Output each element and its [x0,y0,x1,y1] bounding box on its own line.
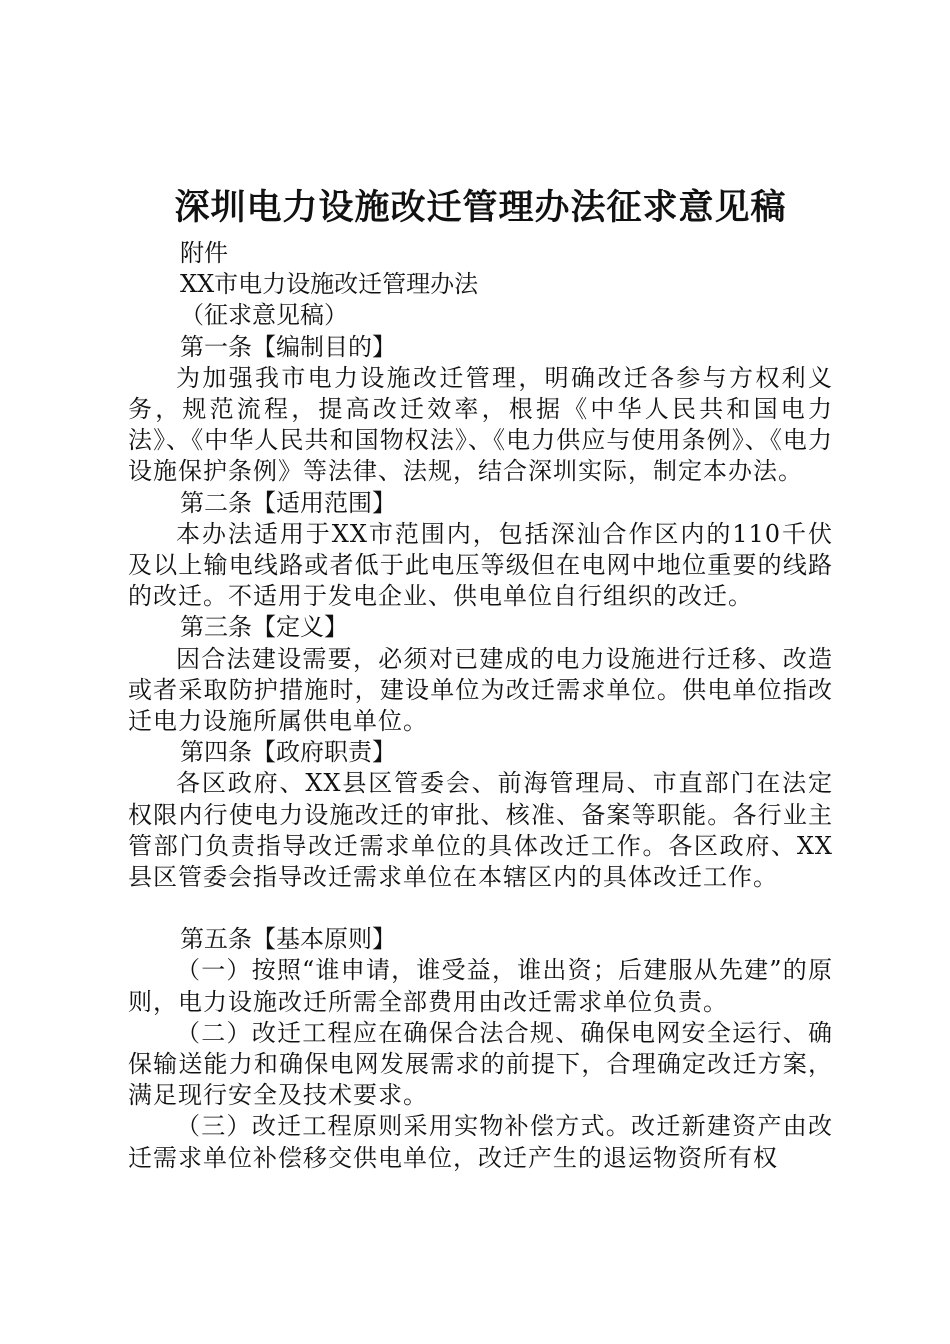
article-5-heading: 第五条【基本原则】 [180,925,396,954]
article-5-paragraph-3: （三）改迁工程原则采用实物补偿方式。改迁新建资产由改迁需求单位补偿移交供电单位，改迁产生的退运物资所有权 [128,1112,833,1172]
article-5-paragraph-2: （二）改迁工程应在确保合法合规、确保电网安全运行、确保输送能力和确保电网发展需求的前提下，合理确定改迁方案，满足现行安全及技术要求。 [128,1018,833,1110]
blank-line [128,893,833,924]
attachment-label: 附件 [180,239,228,267]
article-5-paragraph-1: （一）按照“谁申请，谁受益，谁出资；后建服从先建”的原则，电力设施改迁所需全部费用由改迁需求单位负责。 [128,956,833,1016]
article-3-paragraph: 因合法建设需要，必须对已建成的电力设施进行迁移、改造或者采取防护措施时，建设单位为改迁需求单位。供电单位指改迁电力设施所属供电单位。 [128,644,833,736]
draft-note: （征求意见稿） [180,301,348,330]
article-1-paragraph: 为加强我市电力设施改迁管理，明确改迁各参与方权利义务，规范流程，提高改迁效率，根据《中华人民共和国电力法》、《中华人民共和国物权法》、《电力供应与使用条例》、《电力设施保护条例》等法律、法规，结合深圳实际，制定本办法。 [128,363,833,486]
article-4-heading: 第四条【政府职责】 [180,738,396,767]
article-1-heading: 第一条【编制目的】 [180,332,396,361]
article-2-heading: 第二条【适用范围】 [180,488,396,517]
document-title: 深圳电力设施改迁管理办法征求意见稿 [174,187,787,228]
document-page [128,180,833,1174]
article-2-paragraph: 本办法适用于XX市范围内，包括深汕合作区内的110千伏及以上输电线路或者低于此电压等级但在电网中地位重要的线路的改迁。不适用于发电企业、供电单位自行组织的改迁。 [128,519,833,611]
article-3-heading: 第三条【定义】 [180,613,348,642]
document-name: XX市电力设施改迁管理办法 [180,270,479,299]
article-4-paragraph: 各区政府、XX县区管委会、前海管理局、市直部门在法定权限内行使电力设施改迁的审批、核准、备案等职能。各行业主管部门负责指导改迁需求单位的具体改迁工作。各区政府、XX县区管委会指导改迁需求单位在本辖区内的具体改迁工作。 [128,769,833,892]
